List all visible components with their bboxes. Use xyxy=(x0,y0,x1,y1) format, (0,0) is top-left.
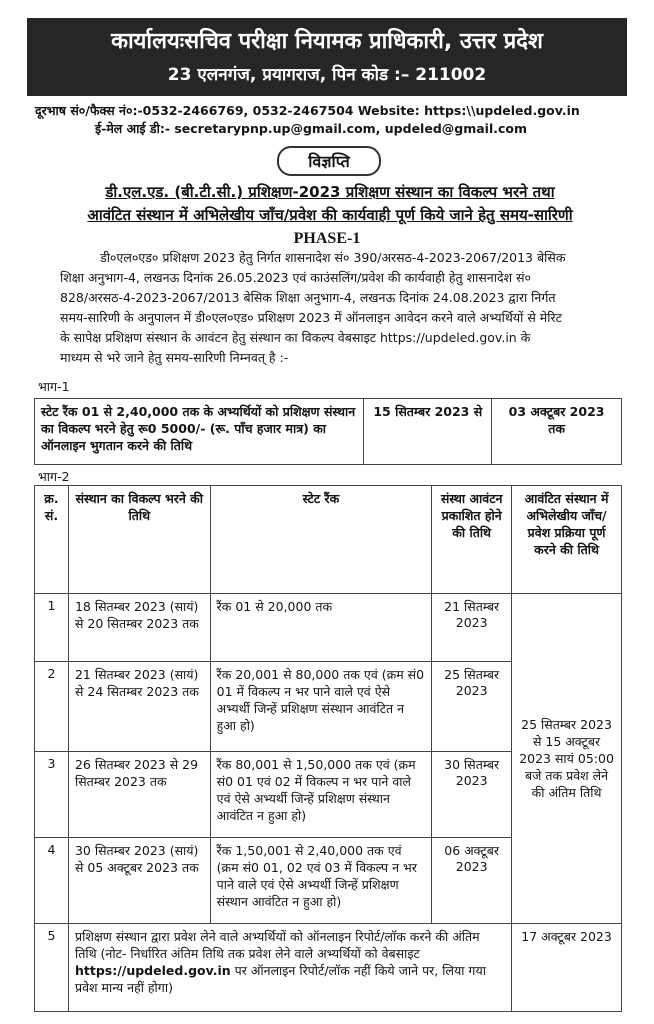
row-option-date: 21 सितम्बर 2023 (सायं) से 24 सितम्बर 2023 तक xyxy=(68,662,210,752)
intro-line: के सापेक्ष प्रशिक्षण संस्थान के आवंटन हेतु संस्थान का विकल्प वेबसाइट https://updeled.gov.in के xyxy=(60,330,531,345)
part2-table xyxy=(34,485,622,1012)
part2-label: भाग-2 xyxy=(38,469,70,484)
website-link[interactable]: https://updeled.gov.in xyxy=(74,963,231,978)
subject-line-1: डी.एल.एड. (बी.टी.सी.) प्रशिक्षण-2023 प्रशिक्षण संस्थान का विकल्प भरने तथा xyxy=(105,183,555,201)
header-option-date: संस्थान का विकल्प भरने की तिथि xyxy=(68,486,210,594)
row-sno: 2 xyxy=(35,662,69,752)
part1-start-date: 15 सितम्बर 2023 से xyxy=(364,399,492,465)
row-allot-date: 25 सितम्बर 2023 xyxy=(432,662,512,752)
row-rank: रैंक 20,001 से 80,000 तक एवं (क्रम सं0 01 में विकल्प न भर पाने वाले एवं ऐसे अभ्यर्थी जिन्हें प्रशिक्षण संस्थान आवंटित न हुआ हो) xyxy=(210,662,432,752)
row-option-date: 30 सितम्बर 2023 (सायं) से 05 अक्टूबर 2023 तक xyxy=(68,838,210,924)
row-allot-date: 30 सितम्बर 2023 xyxy=(432,752,512,838)
row-sno: 1 xyxy=(35,594,69,662)
office-address: 23 एलनगंज, प्रयागराज, पिन कोड :– 211002 xyxy=(167,65,487,85)
part1-end-date: 03 अक्टूबर 2023 तक xyxy=(492,399,622,465)
row-sno: 4 xyxy=(35,838,69,924)
row-sno: 5 xyxy=(35,924,69,1012)
row-rank: रैंक 1,50,001 से 2,40,000 तक एवं (क्रम सं0 01, 02 एवं 03 में विकल्प न भर पाने वाले एवं ऐसे अभ्यर्थी जिन्हें प्रशिक्षण संस्थान आवंटित न हुआ हो) xyxy=(210,838,432,924)
header-rank: स्टेट रैंक xyxy=(210,486,432,594)
header-verify-date: आवंटित संस्थान में अभिलेखीय जाँच/प्रवेश प्रक्रिया पूर्ण करने की तिथि xyxy=(512,486,622,594)
intro-line: शिक्षा अनुभाग-4, लखनऊ दिनांक 26.05.2023 एवं काउंसलिंग/प्रवेश की कार्यवाही हेतु शासनादेश सं० xyxy=(60,270,532,285)
row-option-date: 26 सितम्बर 2023 से 29 सितम्बर 2023 तक xyxy=(68,752,210,838)
row-rank: रैंक 80,001 से 1,50,000 तक एवं (क्रम सं0 01 एवं 02 में विकल्प न भर पाने वाले एवं ऐसे अभ्यर्थी जिन्हें प्रशिक्षण संस्थान आवंटित न हुआ हो) xyxy=(210,752,432,838)
phase-title: PHASE-1 xyxy=(293,230,361,247)
row-rank: रैंक 01 से 20,000 तक xyxy=(210,594,432,662)
intro-line: समय-सारिणी के अनुपालन में डी०एल०एड० प्रशिक्षण 2023 में ऑनलाइन आवेदन करने वाले अभ्यर्थियों से मेरिट xyxy=(60,310,562,325)
office-title: कार्यालयःसचिव परीक्षा नियामक प्राधिकारी, उत्तर प्रदेश xyxy=(111,29,543,54)
intro-line: 828/अरसठ-4-2023-2067/2013 बेसिक शिक्षा अनुभाग-4, लखनऊ दिनांक 24.08.2023 द्वारा निर्गत xyxy=(60,290,556,305)
intro-line: डी०एल०एड० प्रशिक्षण 2023 हेतु निर्गत शासनादेश सं० 390/अरसठ-4-2023-2067/2013 बेसिक xyxy=(100,250,566,265)
part1-description: स्टेट रैंक 01 से 2,40,000 तक के अभ्यर्थियों को प्रशिक्षण संस्थान का विकल्प भरने हेतु रू0 5000/- (रू. पाँच हजार मात्र) का ऑनलाइन भुगतान करने की तिथि xyxy=(35,399,364,465)
table-header-row xyxy=(35,486,622,594)
contact-email: ई-मेल आई डी:- secretarypnp.up@gmail.com, updeled@gmail.com xyxy=(95,121,528,136)
subject-line-2: आवंटित संस्थान में अभिलेखीय जाँच/प्रवेश की कार्यवाही पूर्ण किये जाने हेतु समय-सारिणी xyxy=(87,206,573,224)
notice-label: विज्ञप्ति xyxy=(277,146,381,176)
row-allot-date: 06 अक्टूबर 2023 xyxy=(432,838,512,924)
row5-date: 17 अक्टूबर 2023 xyxy=(512,924,622,1012)
table-row xyxy=(35,924,622,1012)
header-banner xyxy=(27,18,627,96)
row-allot-date: 21 सितम्बर 2023 xyxy=(432,594,512,662)
intro-line: माध्यम से भरे जाने हेतु समय-सारिणी निम्नवत् है :- xyxy=(60,350,289,365)
table-row xyxy=(35,399,622,465)
part1-table xyxy=(34,398,622,465)
table-row xyxy=(35,594,622,662)
row5-text-before-url: प्रशिक्षण संस्थान द्वारा प्रवेश लेने वाले अभ्यर्थियों को ऑनलाइन रिपोर्ट/लॉक करने की अंतिम तिथि (नोट- निर्धारित अंतिम तिथि तक प्रवेश लेने वाले अभ्यर्थियों को वेबसाइट xyxy=(74,929,480,961)
row-sno: 3 xyxy=(35,752,69,838)
merged-verify-date: 25 सितम्बर 2023 से 15 अक्टूबर 2023 सायं 05:00 बजे तक प्रवेश लेने की अंतिम तिथि xyxy=(512,594,622,924)
header-allot-date: संस्था आवंटन प्रकाशित होने की तिथि xyxy=(432,486,512,594)
contact-phone-website: दूरभाष सं०/फैक्स नं०:-0532-2466769, 0532-2467504 Website: https:\\updeled.gov.in xyxy=(35,103,580,118)
header-sno: क्र. सं. xyxy=(35,486,69,594)
part1-label: भाग-1 xyxy=(38,379,70,394)
row5-text-after-url: पर ऑनलाइन रिपोर्ट/लॉक नहीं किये जाने पर, लिया गया प्रवेश मान्य नहीं होगा) xyxy=(74,963,486,995)
row-option-date: 18 सितम्बर 2023 (सायं) से 20 सितम्बर 2023 तक xyxy=(68,594,210,662)
row5-description xyxy=(68,924,511,1012)
